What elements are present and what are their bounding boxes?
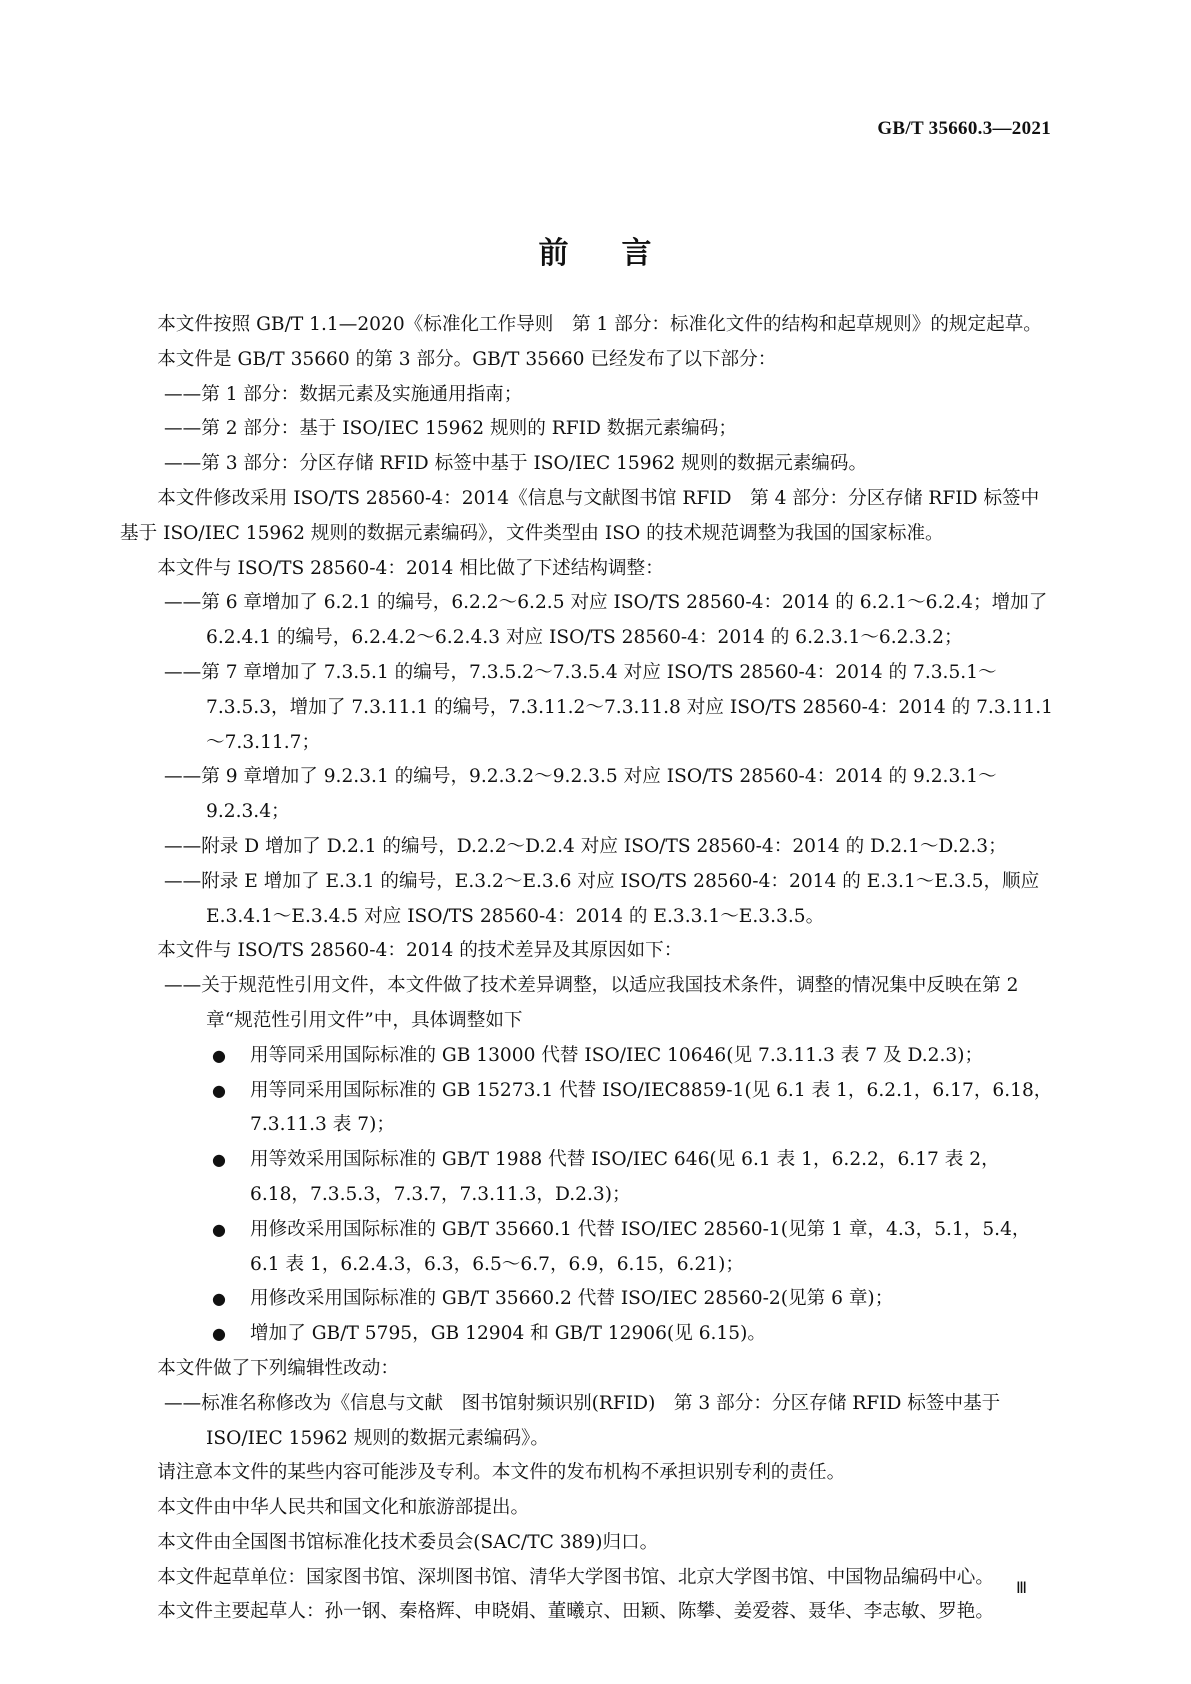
paragraph-parts-intro: 本文件是 GB/T 35660 的第 3 部分。GB/T 35660 已经发布了以下部分： bbox=[157, 348, 777, 370]
bullet-item bbox=[120, 1317, 1055, 1352]
list-item-part-2: ——第 2 部分：基于 ISO/IEC 15962 规则的 RFID 数据元素编码； bbox=[164, 418, 737, 440]
page-title-char-2: 言 bbox=[621, 236, 653, 271]
paragraph-patent-notice: 请注意本文件的某些内容可能涉及专利。本文件的发布机构不承担识别专利的责任。 bbox=[157, 1462, 846, 1484]
list-item-title-change: ——标准名称修改为《信息与文献 图书馆射频识别(RFID) 第 3 部分：分区存储 RFID 标签中基于 ISO/IEC 15962 规则的数据元素编码》。 bbox=[164, 1392, 1001, 1449]
bullet-text: 用修改采用国际标准的 GB/T 35660.2 代替 ISO/IEC 28560-2(见第 6 章)； bbox=[250, 1288, 894, 1310]
foreword-body bbox=[120, 308, 1055, 1630]
standard-number-header: GB/T 35660.3—2021 bbox=[877, 118, 1051, 139]
list-item-chapter-9: ——第 9 章增加了 9.2.3.1 的编号，9.2.3.2～9.2.3.5 对应 ISO/TS 28560-4：2014 的 9.2.3.1～9.2.3.4； bbox=[164, 766, 997, 823]
paragraph-drafting-rules: 本文件按照 GB/T 1.1—2020《标准化工作导则 第 1 部分：标准化文件的结构和起草规则》的规定起草。 bbox=[157, 314, 1042, 335]
list-item-annex-e: ——附录 E 增加了 E.3.1 的编号，E.3.2～E.3.6 对应 ISO/TS 28560-4：2014 的 E.3.1～E.3.5，顺应 E.3.4.1～E.3.4.5 对应 ISO/TS 28560-4：2014 的 E.3.3.1～E.3.3.5。 bbox=[164, 870, 1040, 927]
paragraph-adoption: 本文件修改采用 ISO/TS 28560-4：2014《信息与文献图书馆 RFID 第 4 部分：分区存储 RFID 标签中基于 ISO/IEC 15962 规则的数据元素编码》，文件类型由 ISO 的技术规范调整为我国的国家标准。 bbox=[120, 487, 1040, 544]
bullet-item bbox=[120, 1039, 1055, 1074]
paragraph-responsible-committee: 本文件由全国图书馆标准化技术委员会(SAC/TC 389)归口。 bbox=[157, 1531, 659, 1553]
bullet-text: 增加了 GB/T 5795，GB 12904 和 GB/T 12906(见 6.15)。 bbox=[250, 1323, 766, 1345]
list-item-part-3: ——第 3 部分：分区存储 RFID 标签中基于 ISO/IEC 15962 规则的数据元素编码。 bbox=[164, 453, 868, 475]
bullet-item bbox=[120, 1074, 1055, 1144]
list-item-annex-d: ——附录 D 增加了 D.2.1 的编号，D.2.2～D.2.4 对应 ISO/TS 28560-4：2014 的 D.2.1～D.2.3； bbox=[164, 835, 1007, 857]
bullet-dot-icon: ● bbox=[212, 1219, 226, 1239]
paragraph-editorial-changes: 本文件做了下列编辑性改动： bbox=[157, 1357, 399, 1379]
paragraph-main-drafters: 本文件主要起草人：孙一钢、秦格辉、申晓娟、董曦京、田颖、陈攀、姜爱蓉、聂华、李志敏、罗艳。 bbox=[157, 1601, 994, 1623]
bullet-dot-icon: ● bbox=[212, 1289, 226, 1309]
bullet-text: 用等效采用国际标准的 GB/T 1988 代替 ISO/IEC 646(见 6.1 表 1，6.2.2，6.17 表 2，6.18，7.3.5.3，7.3.7，7.3.11.3，D.2.3)； bbox=[250, 1149, 1000, 1205]
bullet-dot-icon: ● bbox=[212, 1324, 226, 1344]
bullet-dot-icon: ● bbox=[212, 1080, 226, 1100]
bullet-dot-icon: ● bbox=[212, 1150, 226, 1170]
bullet-text: 用等同采用国际标准的 GB 13000 代替 ISO/IEC 10646(见 7.3.11.3 表 7 及 D.2.3)； bbox=[250, 1044, 984, 1066]
paragraph-drafting-organizations: 本文件起草单位：国家图书馆、深圳图书馆、清华大学图书馆、北京大学图书馆、中国物品编码中心。 bbox=[157, 1566, 994, 1588]
bullet-text: 用修改采用国际标准的 GB/T 35660.1 代替 ISO/IEC 28560-1(见第 1 章，4.3，5.1，5.4，6.1 表 1，6.2.4.3，6.3，6.5～6.7，6.9，6.15，6.21)； bbox=[250, 1218, 1031, 1275]
list-item-chapter-6: ——第 6 章增加了 6.2.1 的编号，6.2.2～6.2.5 对应 ISO/TS 28560-4：2014 的 6.2.1～6.2.4；增加了 6.2.4.1 的编号，6.2.4.2～6.2.4.3 对应 ISO/TS 28560-4：2014 的 6.2.3.1～6.2.3.2； bbox=[164, 592, 1048, 649]
bullet-dot-icon: ● bbox=[212, 1045, 226, 1065]
bullet-item bbox=[120, 1213, 1055, 1283]
paragraph-structural-changes: 本文件与 ISO/TS 28560-4：2014 相比做了下述结构调整： bbox=[157, 557, 664, 579]
list-item-chapter-7: ——第 7 章增加了 7.3.5.1 的编号，7.3.5.2～7.3.5.4 对应 ISO/TS 28560-4：2014 的 7.3.5.1～7.3.5.3，增加了 7.3.11.1 的编号，7.3.11.2～7.3.11.8 对应 ISO/TS 28560-4：2014 的 7.3.11.1～7.3.11.7； bbox=[164, 661, 1053, 753]
list-item-part-1: ——第 1 部分：数据元素及实施通用指南； bbox=[164, 383, 523, 405]
bullet-item bbox=[120, 1282, 1055, 1317]
page-title-char-1: 前 bbox=[538, 236, 570, 271]
page-number: Ⅲ bbox=[1015, 1580, 1026, 1597]
paragraph-proposed-by: 本文件由中华人民共和国文化和旅游部提出。 bbox=[157, 1497, 530, 1519]
paragraph-technical-differences: 本文件与 ISO/TS 28560-4：2014 的技术差异及其原因如下： bbox=[157, 940, 683, 962]
page-title bbox=[0, 228, 1191, 272]
list-item-normative-references: ——关于规范性引用文件，本文件做了技术差异调整，以适应我国技术条件，调整的情况集中反映在第 2 章“规范性引用文件”中，具体调整如下 bbox=[164, 975, 1019, 1031]
bullet-text: 用等同采用国际标准的 GB 15273.1 代替 ISO/IEC8859-1(见 6.1 表 1，6.2.1，6.17，6.18，7.3.11.3 表 7)； bbox=[250, 1079, 1053, 1136]
bullet-item bbox=[120, 1143, 1055, 1213]
